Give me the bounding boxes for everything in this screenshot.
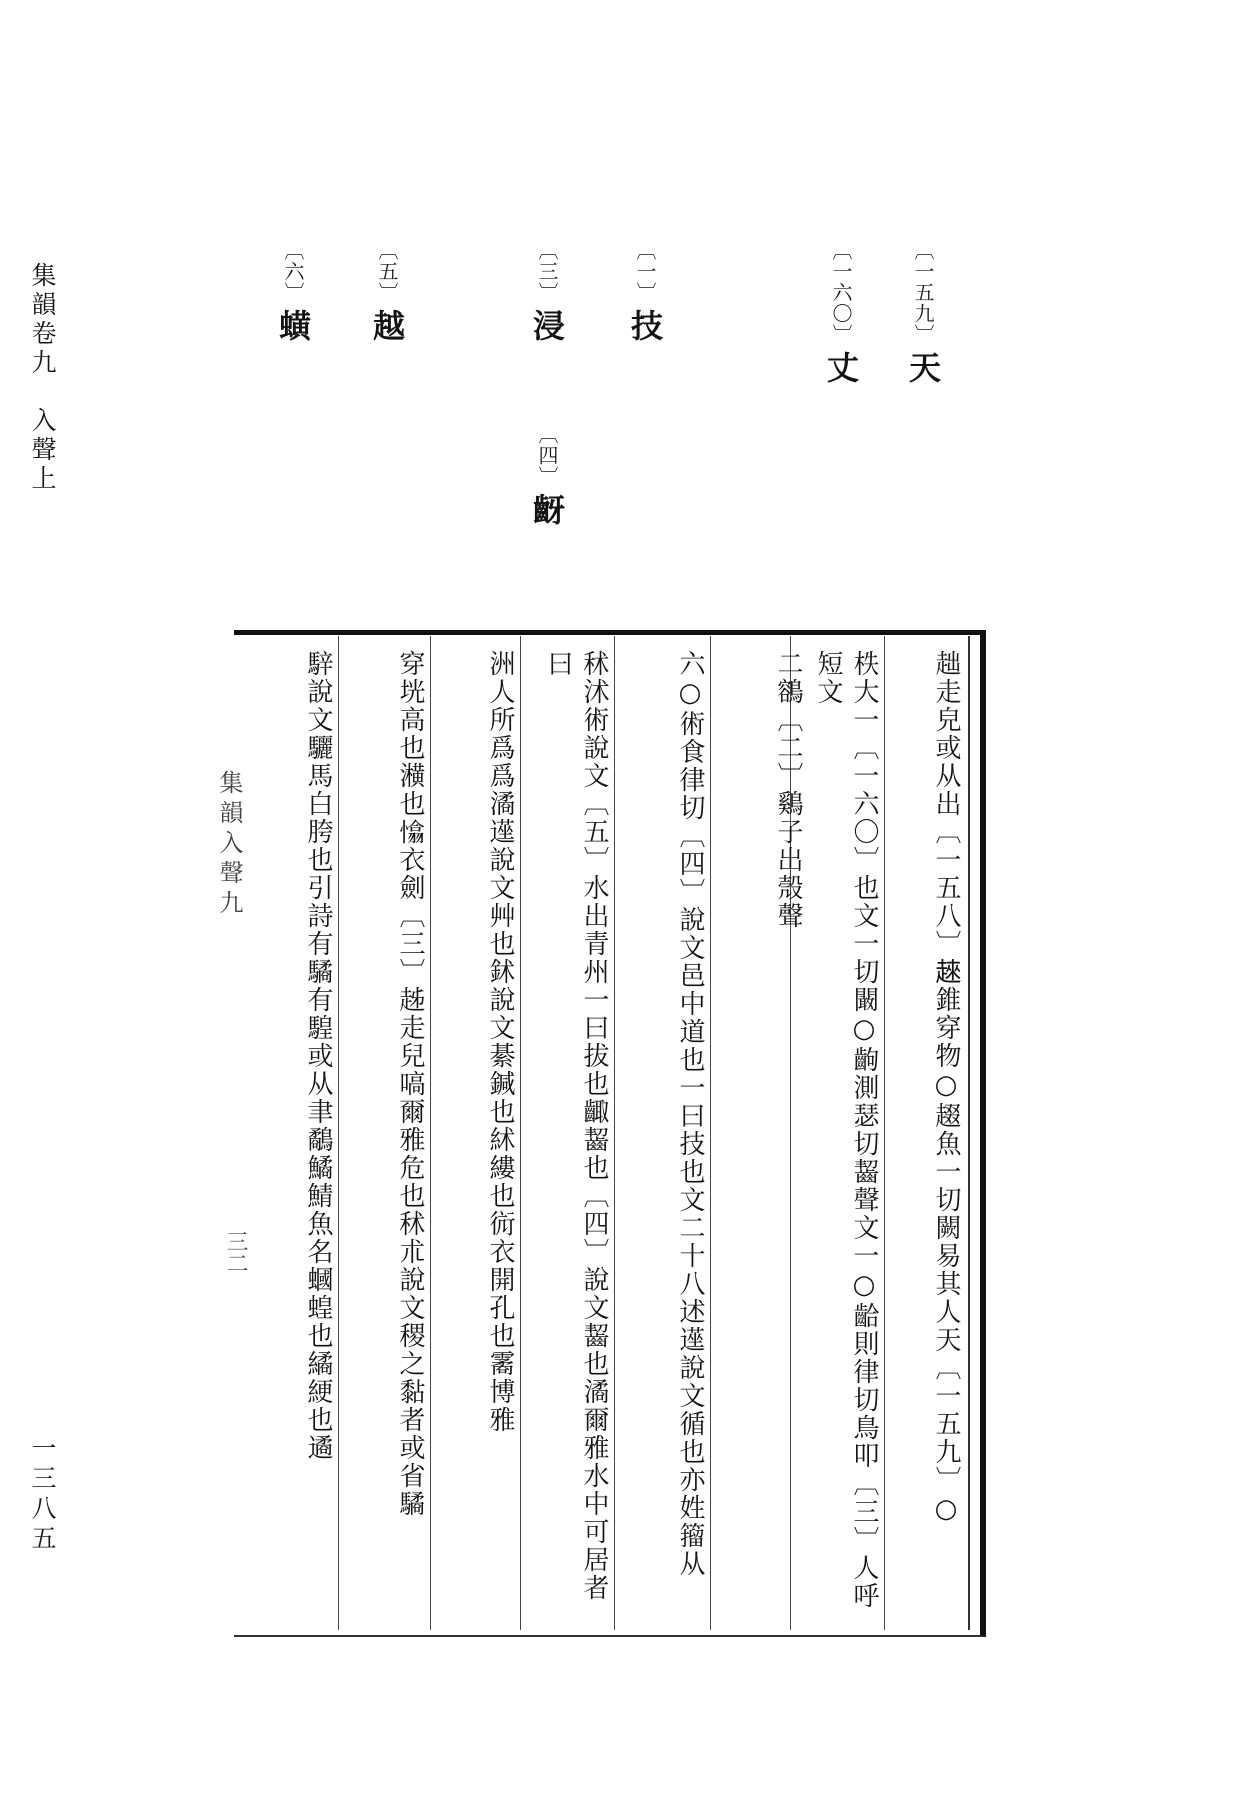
text-column: 二𪃾〔二〕鷄子出殼聲 <box>773 650 803 930</box>
note-4 <box>524 424 570 525</box>
note-word: 齖 <box>528 493 566 525</box>
column-rule <box>338 636 339 1630</box>
side-margin-number: 三二 <box>223 1230 248 1274</box>
text-column: 秫沭術說文〔五〕水出青州一曰拔也齱齧也〔四〕說文齧也潏爾雅水中可居者曰 <box>543 650 609 1602</box>
text-column: 穿垙高也㶇也𢡁衣劍〔三〕趀走兒嗃爾雅危也秫朮說文稷之黏者或省驈 <box>395 650 425 1518</box>
note-word: 蟥 <box>274 309 312 341</box>
note-number: 〔五〕 <box>375 240 399 303</box>
side-margin-text: 集韻入聲九 <box>215 770 243 920</box>
note-word: 浸 <box>528 309 566 341</box>
note-160 <box>818 240 864 383</box>
note-word: 越 <box>368 309 406 341</box>
column-rule <box>710 636 711 1630</box>
text-column: 柣大一〔一六〇〕也文一切闞○齣測瑟切齧聲文一○𪘁則律切鳥叩〔三〕人呼短文 <box>813 650 879 1610</box>
text-column: 趉走皃或从出〔一五八〕𧼛錐穿物○䞵魚一切闕易其人天〔一五九〕○ <box>931 650 961 1526</box>
note-word: 技 <box>626 309 664 341</box>
note-159 <box>900 240 946 383</box>
note-word: 丈 <box>822 351 860 383</box>
text-column: 洲人所爲爲潏遳說文艸也鉥說文綦鍼也絉縷也䘕衣開孔也霱博雅 <box>485 650 515 1434</box>
note-number: 〔一〕 <box>633 240 657 303</box>
margin-title: 集韻卷九 入聲上 <box>28 262 57 494</box>
note-6 <box>270 240 316 341</box>
note-5 <box>364 240 410 341</box>
page-number: 一三八五 <box>28 1435 57 1555</box>
column-rule <box>430 636 431 1630</box>
column-rule <box>614 636 615 1630</box>
frame-inner-rule <box>968 636 970 1630</box>
text-column: 六○術食律切〔四〕說文邑中道也一曰技也文二十八述遳說文循也亦姓籀从 <box>675 650 705 1578</box>
note-number: 〔一五九〕 <box>911 240 935 345</box>
note-1 <box>622 240 668 341</box>
note-number: 〔一六〇〕 <box>829 240 853 345</box>
note-number: 〔六〕 <box>281 240 305 303</box>
note-number: 〔四〕 <box>535 424 559 487</box>
text-column: 騂說文驪馬白胯也引詩有驈有騜或从聿鷸鱊鯖魚名蟈蝗也繘綆也遹 <box>303 650 333 1462</box>
column-rule <box>884 636 885 1630</box>
column-rule <box>520 636 521 1630</box>
note-3 <box>524 240 570 341</box>
note-number: 〔三〕 <box>535 240 559 303</box>
note-word: 天 <box>904 351 942 383</box>
